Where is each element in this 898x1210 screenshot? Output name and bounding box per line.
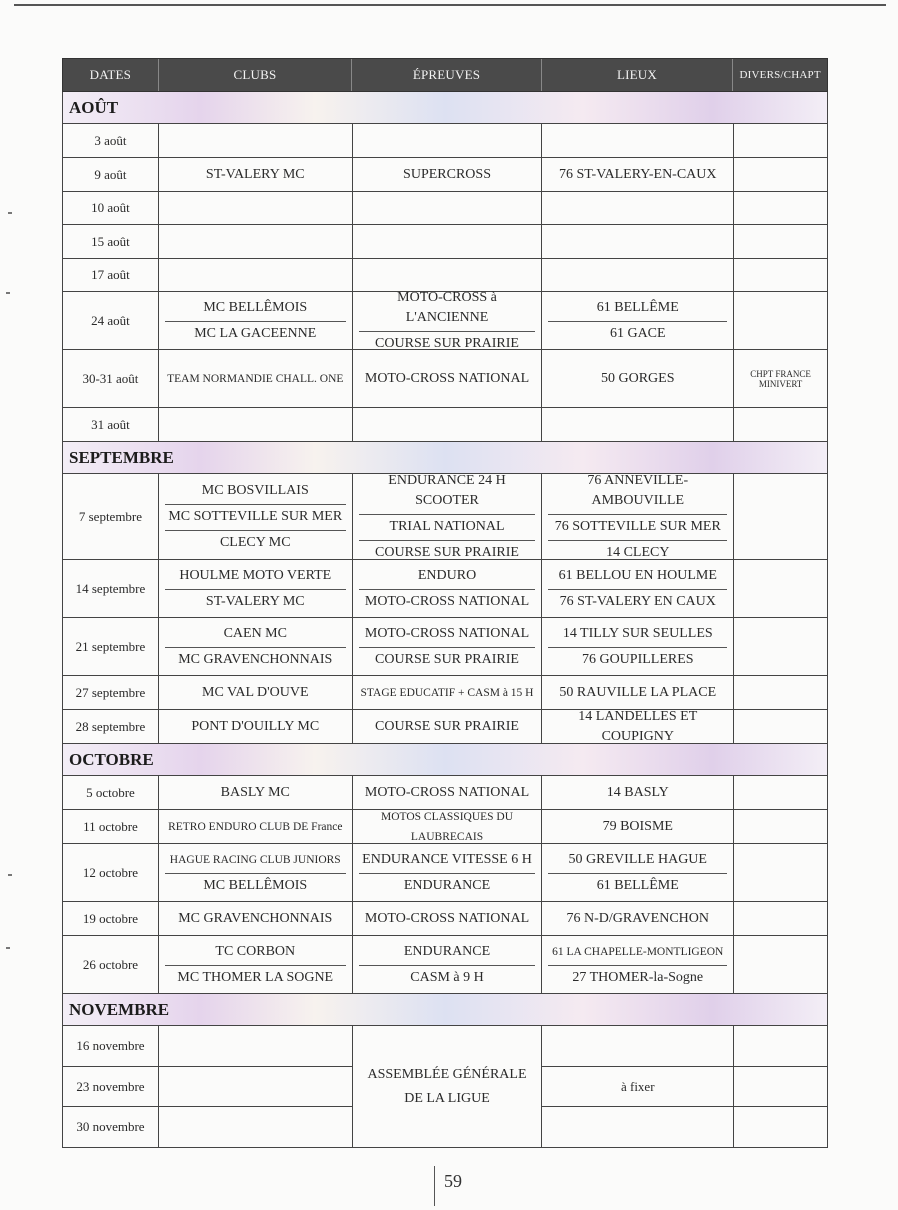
november-lieux bbox=[542, 1026, 734, 1148]
header-epreuves: ÉPREUVES bbox=[352, 59, 542, 91]
lieu-line: 61 BELLOU EN HOULME bbox=[558, 567, 717, 583]
epreuve-line: ENDURANCE bbox=[359, 873, 536, 896]
club-line: CAEN MC bbox=[223, 625, 287, 641]
epreuve-line: COURSE SUR PRAIRIE bbox=[359, 331, 536, 354]
margin-mark bbox=[8, 874, 12, 876]
epreuve-cell bbox=[353, 776, 543, 810]
club-cell bbox=[159, 124, 353, 158]
lieu-cell bbox=[542, 902, 734, 936]
lieu-cell bbox=[542, 225, 734, 259]
date-cell: 24 août bbox=[63, 292, 159, 350]
table-row bbox=[62, 289, 828, 351]
divers-cell bbox=[734, 710, 828, 744]
lieu-cell bbox=[542, 124, 734, 158]
lieu-line: 76 SOTTEVILLE SUR MER bbox=[548, 514, 727, 537]
epreuve-cell bbox=[353, 225, 543, 259]
table-row bbox=[62, 810, 828, 844]
date-cell: 23 novembre bbox=[63, 1067, 159, 1108]
date-cell: 5 octobre bbox=[63, 776, 159, 810]
lieu-cell bbox=[542, 350, 734, 408]
epreuve-line: COURSE SUR PRAIRIE bbox=[375, 718, 519, 734]
divers-cell bbox=[734, 259, 828, 292]
club-cell bbox=[159, 1026, 353, 1067]
club-line: HOULME MOTO VERTE bbox=[179, 567, 332, 583]
header-divers: DIVERS/CHAPT bbox=[739, 69, 821, 81]
divers-cell bbox=[734, 1107, 828, 1148]
table-row bbox=[62, 676, 828, 710]
date-cell: 26 octobre bbox=[63, 936, 159, 994]
lieu-cell bbox=[542, 844, 734, 902]
lieu-line: 79 BOISME bbox=[602, 818, 673, 834]
top-rule bbox=[14, 4, 886, 6]
divers-cell bbox=[734, 192, 828, 225]
date-cell: 17 août bbox=[63, 259, 159, 292]
epreuve-line: ENDURO bbox=[417, 567, 477, 583]
epreuve-line: MOTOS CLASSIQUES DU LAUBRECAIS bbox=[380, 810, 514, 843]
margin-mark bbox=[6, 947, 10, 949]
lieu-line: 14 TILLY SUR SEULLES bbox=[562, 625, 713, 641]
club-line: ST-VALERY MC bbox=[165, 589, 346, 612]
header-clubs: CLUBS bbox=[159, 59, 353, 91]
date-cell: 30 novembre bbox=[63, 1107, 159, 1148]
club-cell bbox=[159, 776, 353, 810]
november-clubs bbox=[159, 1026, 353, 1148]
club-cell bbox=[159, 292, 353, 350]
epreuve-cell bbox=[353, 902, 543, 936]
date-cell: 21 septembre bbox=[63, 618, 159, 676]
club-line: TC CORBON bbox=[215, 943, 296, 959]
table-row bbox=[62, 474, 828, 560]
epreuve-line: MOTO-CROSS NATIONAL bbox=[364, 784, 530, 800]
epreuve-cell bbox=[353, 192, 543, 225]
table-row bbox=[62, 710, 828, 744]
date-cell: 27 septembre bbox=[63, 676, 159, 710]
lieu-line: 27 THOMER-la-Sogne bbox=[548, 965, 727, 988]
epreuve-cell bbox=[353, 408, 543, 442]
club-cell bbox=[159, 810, 353, 844]
month-header: AOÛT bbox=[62, 92, 828, 124]
divers-cell bbox=[734, 158, 828, 192]
club-line: RETRO ENDURO CLUB DE France bbox=[168, 820, 343, 833]
divers-cell bbox=[734, 776, 828, 810]
club-cell bbox=[159, 225, 353, 259]
november-dates bbox=[63, 1026, 159, 1148]
club-line: CLECY MC bbox=[165, 530, 346, 553]
lieu-cell bbox=[542, 474, 734, 560]
lieu-cell bbox=[542, 810, 734, 844]
table-row bbox=[62, 408, 828, 442]
epreuve-cell bbox=[353, 474, 543, 560]
lieu-cell bbox=[542, 158, 734, 192]
lieu-line: 50 GREVILLE HAGUE bbox=[568, 851, 707, 867]
club-cell bbox=[159, 158, 353, 192]
lieu-line: 61 BELLÊME bbox=[548, 873, 727, 896]
lieu-line: 14 CLECY bbox=[548, 540, 727, 563]
table-row bbox=[62, 158, 828, 192]
table-row bbox=[62, 560, 828, 618]
club-line: MC VAL D'OUVE bbox=[202, 684, 309, 700]
epreuve-line: ENDURANCE VITESSE 6 H bbox=[362, 851, 532, 867]
club-cell bbox=[159, 710, 353, 744]
divers-cell bbox=[734, 936, 828, 994]
lieu-line: 61 LA CHAPELLE-MONTLIGEON bbox=[552, 945, 724, 958]
club-cell bbox=[159, 408, 353, 442]
divers-cell bbox=[734, 292, 828, 350]
epreuve-line: ENDURANCE bbox=[403, 943, 491, 959]
divers-cell bbox=[734, 1026, 828, 1067]
date-cell: 3 août bbox=[63, 124, 159, 158]
club-cell bbox=[159, 936, 353, 994]
epreuve-cell bbox=[353, 560, 543, 618]
lieu-cell bbox=[542, 776, 734, 810]
divers-cell bbox=[734, 902, 828, 936]
club-line: BASLY MC bbox=[220, 784, 290, 800]
header-lieux: LIEUX bbox=[542, 59, 734, 91]
club-line: ST-VALERY MC bbox=[205, 166, 305, 182]
lieu-line: 50 GORGES bbox=[601, 370, 675, 386]
club-cell bbox=[159, 259, 353, 292]
club-line: MC GRAVENCHONNAIS bbox=[165, 647, 346, 670]
margin-mark bbox=[8, 212, 12, 214]
divers-cell bbox=[734, 844, 828, 902]
club-cell bbox=[159, 844, 353, 902]
club-cell bbox=[159, 350, 353, 408]
date-cell: 31 août bbox=[63, 408, 159, 442]
club-cell bbox=[159, 192, 353, 225]
lieu-cell bbox=[542, 259, 734, 292]
date-cell: 10 août bbox=[63, 192, 159, 225]
club-line: PONT D'OUILLY MC bbox=[191, 718, 320, 734]
lieu-cell bbox=[542, 618, 734, 676]
lieu-line: 76 N-D/GRAVENCHON bbox=[566, 910, 709, 926]
lieu-cell bbox=[542, 408, 734, 442]
club-line: MC BELLÊMOIS bbox=[165, 873, 346, 896]
date-cell: 12 octobre bbox=[63, 844, 159, 902]
epreuve-line: STAGE EDUCATIF + CASM à 15 H bbox=[360, 686, 534, 699]
date-cell: 7 septembre bbox=[63, 474, 159, 560]
divers-cell bbox=[734, 124, 828, 158]
lieu-cell bbox=[542, 292, 734, 350]
date-cell: 9 août bbox=[63, 158, 159, 192]
epreuve-cell bbox=[353, 936, 543, 994]
date-cell: 19 octobre bbox=[63, 902, 159, 936]
date-cell: 30-31 août bbox=[63, 350, 159, 408]
club-cell bbox=[159, 902, 353, 936]
epreuve-line: TRIAL NATIONAL bbox=[359, 514, 536, 537]
date-cell: 15 août bbox=[63, 225, 159, 259]
table-row bbox=[62, 225, 828, 259]
table-row bbox=[62, 618, 828, 676]
epreuve-cell bbox=[353, 810, 543, 844]
divers-cell: CHPT FRANCE MINIVERT bbox=[734, 350, 828, 408]
divers-cell bbox=[734, 810, 828, 844]
club-line: MC BELLÊMOIS bbox=[203, 299, 308, 315]
club-line: MC LA GACEENNE bbox=[165, 321, 346, 344]
lieu-line: 76 ST-VALERY EN CAUX bbox=[548, 589, 727, 612]
epreuve-cell bbox=[353, 618, 543, 676]
calendar-table bbox=[62, 58, 828, 1148]
lieu-cell bbox=[542, 676, 734, 710]
club-cell bbox=[159, 676, 353, 710]
divers-cell bbox=[734, 618, 828, 676]
divers-cell bbox=[734, 676, 828, 710]
club-line: TEAM NORMANDIE CHALL. ONE bbox=[167, 372, 344, 385]
club-cell bbox=[159, 1107, 353, 1148]
epreuve-cell bbox=[353, 350, 543, 408]
month-header: OCTOBRE bbox=[62, 744, 828, 776]
club-line: MC THOMER LA SOGNE bbox=[165, 965, 346, 988]
club-cell bbox=[159, 560, 353, 618]
margin-mark bbox=[6, 292, 10, 294]
lieu-cell bbox=[542, 192, 734, 225]
lieu-line: 50 RAUVILLE LA PLACE bbox=[559, 684, 717, 700]
divers-cell bbox=[734, 225, 828, 259]
epreuve-cell bbox=[353, 844, 543, 902]
club-cell bbox=[159, 618, 353, 676]
lieu-line: 76 ANNEVILLE-AMBOUVILLE bbox=[587, 472, 689, 508]
table-row bbox=[62, 902, 828, 936]
epreuve-line: COURSE SUR PRAIRIE bbox=[359, 540, 536, 563]
epreuve-cell bbox=[353, 289, 543, 351]
epreuve-cell bbox=[353, 124, 543, 158]
divers-cell bbox=[734, 1067, 828, 1108]
epreuve-line: DE LA LIGUE bbox=[404, 1090, 490, 1106]
epreuve-line: ENDURANCE 24 H SCOOTER bbox=[388, 472, 506, 508]
lieu-line: 61 GACE bbox=[548, 321, 727, 344]
divers-cell bbox=[734, 474, 828, 560]
table-row bbox=[62, 192, 828, 225]
epreuve-line: SUPERCROSS bbox=[403, 166, 491, 182]
epreuve-cell bbox=[353, 710, 543, 744]
date-cell: 11 octobre bbox=[63, 810, 159, 844]
november-block bbox=[62, 1026, 828, 1148]
date-cell: 16 novembre bbox=[63, 1026, 159, 1067]
epreuve-line: MOTO-CROSS NATIONAL bbox=[364, 370, 530, 386]
lieu-cell: à fixer bbox=[542, 1067, 734, 1107]
epreuve-line: MOTO-CROSS NATIONAL bbox=[359, 589, 536, 612]
lieu-line: 61 BELLÊME bbox=[596, 299, 679, 315]
epreuve-cell bbox=[353, 158, 543, 192]
lieu-cell bbox=[542, 936, 734, 994]
epreuve-line: COURSE SUR PRAIRIE bbox=[359, 647, 536, 670]
table-header bbox=[62, 58, 828, 92]
epreuve-line: MOTO-CROSS NATIONAL bbox=[364, 910, 530, 926]
divers-cell bbox=[734, 408, 828, 442]
table-row bbox=[62, 124, 828, 158]
club-line: MC GRAVENCHONNAIS bbox=[178, 910, 333, 926]
table-row bbox=[62, 350, 828, 408]
lieu-cell bbox=[542, 710, 734, 744]
months-body bbox=[62, 92, 828, 994]
lieu-line: 14 LANDELLES ET COUPIGNY bbox=[578, 708, 698, 744]
date-cell: 14 septembre bbox=[63, 560, 159, 618]
club-cell bbox=[159, 1067, 353, 1108]
header-dates: DATES bbox=[63, 59, 159, 91]
month-header: SEPTEMBRE bbox=[62, 442, 828, 474]
month-header: NOVEMBRE bbox=[62, 994, 828, 1026]
date-cell: 28 septembre bbox=[63, 710, 159, 744]
november-divers bbox=[734, 1026, 828, 1148]
club-cell bbox=[159, 474, 353, 560]
lieu-line: 76 GOUPILLERES bbox=[548, 647, 727, 670]
november-epreuve bbox=[353, 1026, 543, 1148]
epreuve-line: MOTO-CROSS à L'ANCIENNE bbox=[397, 289, 497, 325]
lieu-cell bbox=[542, 560, 734, 618]
club-line: MC SOTTEVILLE SUR MER bbox=[165, 504, 346, 527]
lieu-cell bbox=[542, 1106, 734, 1148]
lieu-line: 14 BASLY bbox=[606, 784, 669, 800]
epreuve-line: MOTO-CROSS NATIONAL bbox=[364, 625, 530, 641]
divers-cell bbox=[734, 560, 828, 618]
epreuve-cell bbox=[353, 676, 543, 710]
club-line: HAGUE RACING CLUB JUNIORS bbox=[169, 853, 341, 866]
epreuve-line: CASM à 9 H bbox=[359, 965, 536, 988]
epreuve-line: ASSEMBLÉE GÉNÉRALE bbox=[367, 1066, 527, 1082]
table-row bbox=[62, 936, 828, 994]
page-number: 59 bbox=[434, 1166, 462, 1206]
club-line: MC BOSVILLAIS bbox=[201, 482, 309, 498]
lieu-line: 76 ST-VALERY-EN-CAUX bbox=[559, 166, 717, 182]
table-row bbox=[62, 776, 828, 810]
lieu-cell bbox=[542, 1026, 734, 1067]
table-row bbox=[62, 844, 828, 902]
